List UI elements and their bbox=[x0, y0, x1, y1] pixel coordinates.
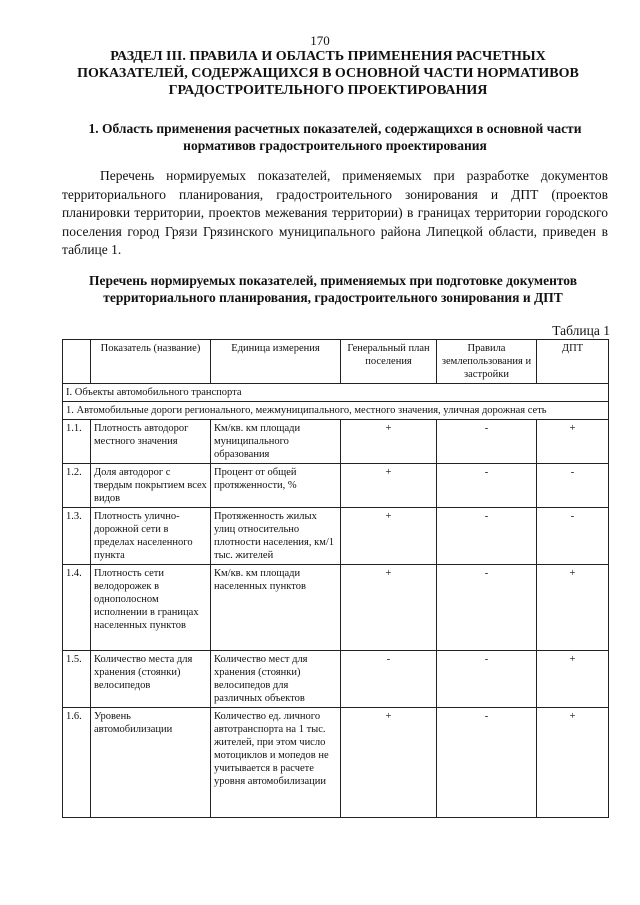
cell-land-use-rules: - bbox=[437, 565, 537, 651]
table-row bbox=[63, 651, 609, 708]
cell-general-plan: + bbox=[341, 508, 437, 565]
cell-dpt: - bbox=[537, 464, 609, 508]
cell-land-use-rules: - bbox=[437, 708, 537, 818]
cell-unit: Количество ед. личного автотранспорта на 1 тыс. жителей, при этом число мотоциклов и мопедов не учитывается в расчете уровня автомобилизации bbox=[211, 708, 341, 818]
header-cell-dpt: ДПТ bbox=[537, 340, 609, 384]
table-row bbox=[63, 508, 609, 565]
table-row bbox=[63, 464, 609, 508]
table-body bbox=[63, 384, 609, 818]
cell-dpt: - bbox=[537, 508, 609, 565]
cell-num: 1.4. bbox=[63, 565, 91, 651]
cell-land-use-rules: - bbox=[437, 508, 537, 565]
cell-num: 1.3. bbox=[63, 508, 91, 565]
table-group-row bbox=[63, 402, 609, 420]
header-cell-num bbox=[63, 340, 91, 384]
table-header-row bbox=[63, 340, 609, 384]
cell-num: 1.6. bbox=[63, 708, 91, 818]
cell-general-plan: + bbox=[341, 464, 437, 508]
table-group-row bbox=[63, 384, 609, 402]
cell-land-use-rules: - bbox=[437, 651, 537, 708]
cell-num: 1.2. bbox=[63, 464, 91, 508]
cell-general-plan: + bbox=[341, 565, 437, 651]
cell-dpt: + bbox=[537, 651, 609, 708]
subsection-title: 1. Область применения расчетных показателей, содержащихся в основной части нормативов градостроительного проектирования bbox=[88, 121, 582, 153]
table-number: Таблица 1 bbox=[552, 323, 610, 338]
cell-unit: Км/кв. км площади населенных пунктов bbox=[211, 565, 341, 651]
indicators-table bbox=[62, 339, 609, 818]
cell-land-use-rules: - bbox=[437, 464, 537, 508]
table-row bbox=[63, 708, 609, 818]
group-cell: I. Объекты автомобильного транспорта bbox=[63, 384, 609, 402]
section-title: РАЗДЕЛ III. ПРАВИЛА И ОБЛАСТЬ ПРИМЕНЕНИЯ РАСЧЕТНЫХ ПОКАЗАТЕЛЕЙ, СОДЕРЖАЩИХСЯ В ОСНОВНОЙ ЧАСТИ НОРМАТИВОВ ГРАДОСТРОИТЕЛЬНОГО ПРОЕКТИРОВАНИЯ bbox=[77, 49, 579, 98]
cell-indicator: Плотность автодорог местного значения bbox=[91, 420, 211, 464]
cell-indicator: Доля автодорог с твердым покрытием всех видов bbox=[91, 464, 211, 508]
cell-general-plan: + bbox=[341, 420, 437, 464]
cell-indicator: Плотность сети велодорожек в однополосном исполнении в границах населенных пунктов bbox=[91, 565, 211, 651]
header-cell-general-plan: Генеральный план поселения bbox=[341, 340, 437, 384]
cell-unit: Процент от общей протяженности, % bbox=[211, 464, 341, 508]
cell-unit: Км/кв. км площади муниципального образования bbox=[211, 420, 341, 464]
cell-dpt: + bbox=[537, 708, 609, 818]
table-title: Перечень нормируемых показателей, применяемых при подготовке документов территориального планирования, градостроительного зонирования и ДПТ bbox=[88, 273, 578, 305]
header-cell-indicator: Показатель (название) bbox=[91, 340, 211, 384]
intro-paragraph: Перечень нормируемых показателей, применяемых при разработке документов территориального планирования, градостроительного зонирования и ДПТ (проектов планировки территории, проектов межевания территории) в границах территории городского поселения город Грязи Грязинского муниципального района Липецкой области, приведен в таблице 1. bbox=[62, 168, 608, 257]
table-row bbox=[63, 565, 609, 651]
cell-general-plan: - bbox=[341, 651, 437, 708]
header-cell-unit: Единица измерения bbox=[211, 340, 341, 384]
cell-dpt: + bbox=[537, 565, 609, 651]
table-row bbox=[63, 420, 609, 464]
cell-indicator: Плотность улично-дорожной сети в пределах населенного пункта bbox=[91, 508, 211, 565]
cell-unit: Протяженность жилых улиц относительно плотности населения, км/1 тыс. жителей bbox=[211, 508, 341, 565]
group-cell: 1. Автомобильные дороги регионального, межмуниципального, местного значения, уличная дорожная сеть bbox=[63, 402, 609, 420]
cell-num: 1.1. bbox=[63, 420, 91, 464]
cell-dpt: + bbox=[537, 420, 609, 464]
page-number: 170 bbox=[310, 33, 330, 48]
header-cell-land-use-rules: Правила землепользования и застройки bbox=[437, 340, 537, 384]
cell-general-plan: + bbox=[341, 708, 437, 818]
cell-indicator: Уровень автомобилизации bbox=[91, 708, 211, 818]
cell-land-use-rules: - bbox=[437, 420, 537, 464]
cell-indicator: Количество места для хранения (стоянки) велосипедов bbox=[91, 651, 211, 708]
cell-num: 1.5. bbox=[63, 651, 91, 708]
cell-unit: Количество мест для хранения (стоянки) велосипедов для различных объектов bbox=[211, 651, 341, 708]
